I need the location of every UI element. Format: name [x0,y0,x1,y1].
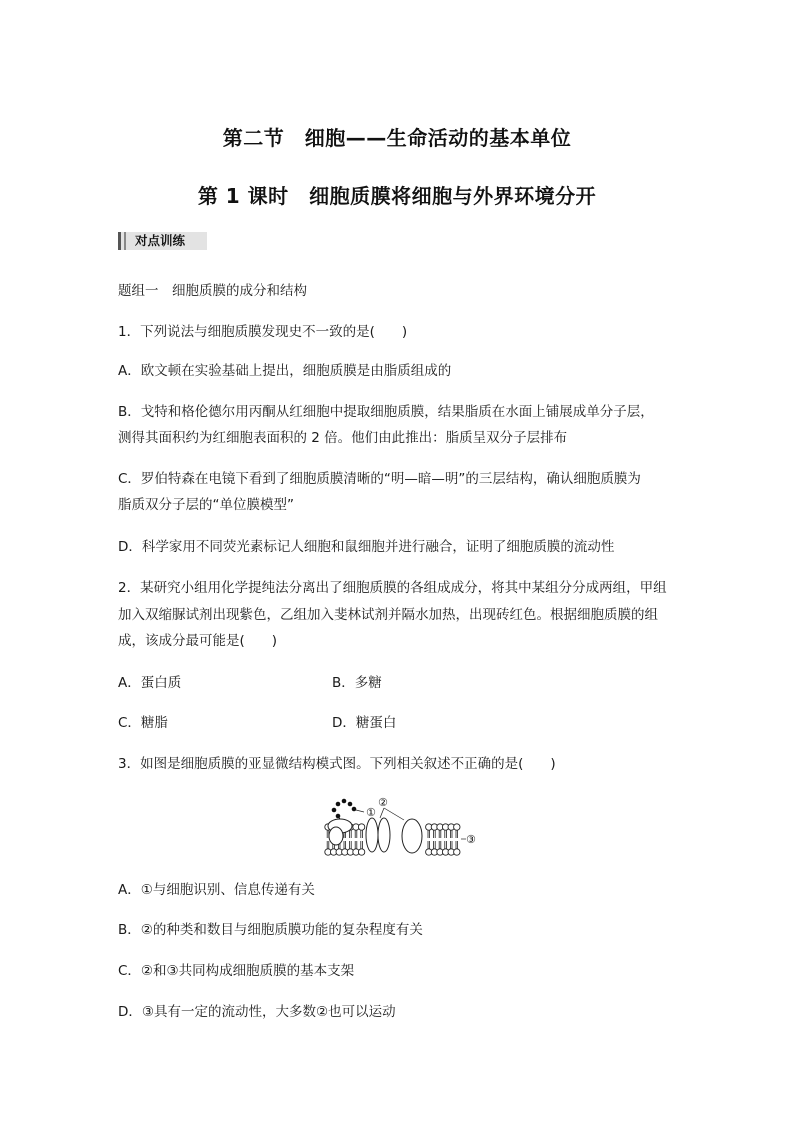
q1-option-d[interactable]: D．科学家用不同荧光素标记人细胞和鼠细胞并进行融合，证明了细胞质膜的流动性 [118,539,615,555]
cell-membrane-diagram [320,792,480,862]
label-1: ① [366,806,376,819]
phospholipid-top [358,824,364,838]
badge-label: 对点训练 [135,233,186,248]
q3-option-a[interactable]: A．①与细胞识别、信息传递有关 [118,882,315,898]
q2-stem-line2: 加入双缩脲试剂出现紫色，乙组加入斐林试剂并隔水加热，出现砖红色。根据细胞质膜的组 [118,607,658,623]
q2-stem-line1: 2．某研究小组用化学提纯法分离出了细胞质膜的各组成成分，将其中某组分分成两组，甲组 [118,580,667,596]
phospholipid-bottom [358,841,364,855]
q1-stem: 1．下列说法与细胞质膜发现史不一致的是( ) [118,324,408,340]
q2-option-a[interactable]: A．蛋白质 [118,675,182,691]
q1-option-b-line2: 测得其面积约为红细胞表面积的 2 倍。他们由此推出：脂质呈双分子层排布 [118,430,568,446]
phospholipid-top [454,824,460,838]
q3-option-d[interactable]: D．③具有一定的流动性，大多数②也可以运动 [118,1004,396,1020]
q1-option-b-line1[interactable]: B．戈特和格伦德尔用丙酮从红细胞中提取细胞质膜，结果脂质在水面上铺展成单分子层， [118,404,654,420]
practice-badge [118,232,207,250]
q3-stem: 3．如图是细胞质膜的亚显微结构模式图。下列相关叙述不正确的是( ) [118,756,556,772]
section-title: 第二节 细胞——生命活动的基本单位 [222,126,572,150]
q1-option-a[interactable]: A．欧文顿在实验基础上提出，细胞质膜是由脂质组成的 [118,363,452,379]
badge-accent [124,232,126,250]
q2-stem-line3: 成，该成分最可能是( ) [118,633,278,649]
label-3: ③ [466,833,476,846]
lesson-title: 第 1 课时 细胞质膜将细胞与外界环境分开 [197,184,597,208]
phospholipid-bottom [454,841,460,855]
q1-option-c-line2: 脂质双分子层的“单位膜模型” [118,497,294,513]
group-heading: 题组一 细胞质膜的成分和结构 [118,283,307,299]
q1-option-c-line1[interactable]: C．罗伯特森在电镜下看到了细胞质膜清晰的“明—暗—明”的三层结构，确认细胞质膜为 [118,471,641,487]
q2-option-b[interactable]: B．多糖 [332,675,382,691]
sugar-chain [332,799,357,819]
q2-option-d[interactable]: D．糖蛋白 [332,715,397,731]
label-2: ② [378,796,388,809]
q3-option-b[interactable]: B．②的种类和数目与细胞质膜功能的复杂程度有关 [118,922,423,938]
q3-option-c[interactable]: C．②和③共同构成细胞质膜的基本支架 [118,963,355,979]
q2-option-c[interactable]: C．糖脂 [118,715,168,731]
